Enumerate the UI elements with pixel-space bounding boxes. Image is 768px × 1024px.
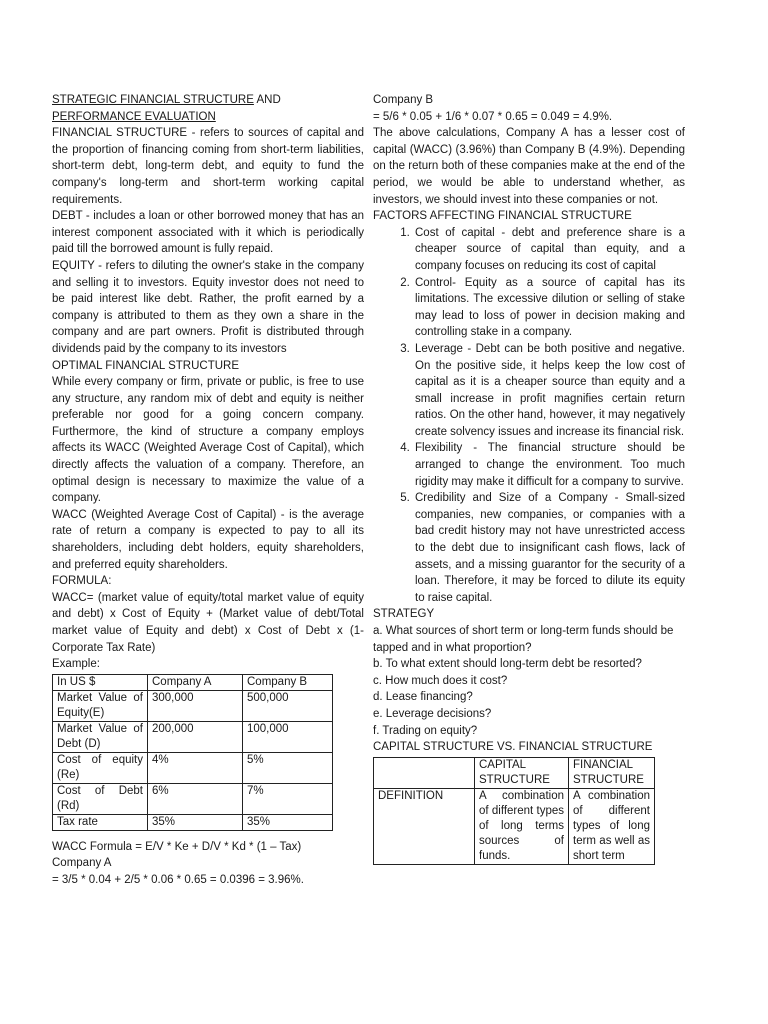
table-cell: Market Value of Equity(E) xyxy=(53,690,148,721)
table-cell: 5% xyxy=(243,752,333,783)
table-cell: Company B xyxy=(243,674,333,690)
table-cell: 35% xyxy=(243,814,333,830)
right-column xyxy=(373,92,685,865)
table-cell: In US $ xyxy=(53,674,148,690)
conclusion-paragraph: The above calculations, Company A has a lesser cost of capital (WACC) (3.96%) than Company B (4.9%). Depending on the return both of these companies make at the end of the period, we would be able to understand whether, as investors, we should invest into these companies or not. xyxy=(373,127,685,206)
list-item: 5. Credibility and Size of a Company - Small-sized companies, new companies, or companies with a bad credit history may not have unrestricted access to the debt due to insignificant cash flows, lack of assets, and a missing guarantor for the security of a loan. Therefore, it may be forced to dilute its equity to raise capital. xyxy=(413,490,685,606)
table-row xyxy=(53,783,333,814)
table-cell: Cost of equity (Re) xyxy=(53,752,148,783)
company-b-label: Company B xyxy=(373,94,434,106)
comparison-table xyxy=(373,757,655,865)
table-cell: 6% xyxy=(148,783,243,814)
list-item: a. What sources of short term or long-term funds should be tapped and in what proportion? xyxy=(373,625,674,654)
list-item: 3. Leverage - Debt can be both positive and negative. On the positive side, it helps keep the low cost of capital as it is a cheaper source than equity and a small increase in profit magnifies certain return ratios. On the other hand, however, it may negatively create solvency issues and increase its financial risk. xyxy=(413,341,685,441)
table-row xyxy=(53,690,333,721)
list-item: 2. Control- Equity as a source of capital has its limitations. The excessive dilution or selling of stake may lead to loss of power in decision making and controlling stake in a company. xyxy=(413,275,685,341)
list-item: f. Trading on equity? xyxy=(373,724,478,737)
table-cell xyxy=(374,757,475,788)
spacer xyxy=(52,831,364,839)
list-item: d. Lease financing? xyxy=(373,691,473,704)
table-cell: A combination of different types of long terms sources of funds. xyxy=(475,788,569,864)
table-cell: DEFINITION xyxy=(374,788,475,864)
table-cell: 7% xyxy=(243,783,333,814)
formula-heading: FORMULA: xyxy=(52,575,112,588)
table-cell: 200,000 xyxy=(148,721,243,752)
factors-list xyxy=(373,225,685,607)
table-cell: Company A xyxy=(148,674,243,690)
example-label: Example: xyxy=(52,658,100,671)
comparison-heading: CAPITAL STRUCTURE VS. FINANCIAL STRUCTURE xyxy=(373,741,653,754)
left-column xyxy=(52,92,364,889)
table-cell: CAPITAL STRUCTURE xyxy=(475,757,569,788)
table-cell: Market Value of Debt (D) xyxy=(53,721,148,752)
financial-structure-paragraph: FINANCIAL STRUCTURE - refers to sources of capital and the proportion of financing coming from short-term liabilities, short-term debt, long-term debt, and equity to fund the company's long-term and short-term working capital requirements. xyxy=(52,127,364,206)
company-b-calculation: = 5/6 * 0.05 + 1/6 * 0.07 * 0.65 = 0.049 = 4.9%. xyxy=(373,110,613,123)
table-cell: Cost of Debt (Rd) xyxy=(53,783,148,814)
list-item: e. Leverage decisions? xyxy=(373,707,492,720)
table-row xyxy=(53,814,333,830)
wacc-definition: WACC (Weighted Average Cost of Capital) - is the average rate of return a company is expected to pay to all its shareholders, including debt holders, equity shareholders, and preferred equity shareholders. xyxy=(52,508,364,571)
list-item: 4. Flexibility - The financial structure should be arranged to change the environment. Too much rigidity may make it difficult for a company to survive. xyxy=(413,440,685,490)
list-item: c. How much does it cost? xyxy=(373,674,508,687)
table-row xyxy=(374,788,655,864)
table-row xyxy=(53,752,333,783)
list-item: b. To what extent should long-term debt be resorted? xyxy=(373,658,642,671)
table-cell: 100,000 xyxy=(243,721,333,752)
table-cell: 300,000 xyxy=(148,690,243,721)
strategy-list xyxy=(373,623,685,739)
debt-paragraph: DEBT - includes a loan or other borrowed money that has an interest component associated with it which is periodically paid till the borrowed amount is fully repaid. xyxy=(52,210,364,256)
table-row xyxy=(53,721,333,752)
company-a-calculation: = 3/5 * 0.04 + 2/5 * 0.06 * 0.65 = 0.0396 = 3.96%. xyxy=(52,873,304,886)
equity-paragraph: EQUITY - refers to diluting the owner's stake in the company and selling it to investors. Equity investor does not need to be paid interest like debt. Rather, the profit earned by a company is attributed to them as they own a share in the company and are part owners. Profit is distributed through dividends paid by the company to its investors xyxy=(52,259,364,355)
table-cell: 35% xyxy=(148,814,243,830)
table-cell: FINANCIAL STRUCTURE xyxy=(569,757,655,788)
optimal-paragraph: While every company or firm, private or public, is free to use any structure, any random mix of debt and equity is neither preferable nor good for a going concern company. Furthermore, the kind of structure a company employs affects its WACC (Weighted Average Cost of Capital), which directly affects the valuation of a company. Therefore, an optimal design is necessary to maximize the value of a company. xyxy=(52,376,364,505)
example-table xyxy=(52,674,333,831)
table-header-row xyxy=(374,757,655,788)
table-cell: 500,000 xyxy=(243,690,333,721)
optimal-heading: OPTIMAL FINANCIAL STRUCTURE xyxy=(52,359,239,372)
table-cell: A combination of different types of long term as well as short term xyxy=(569,788,655,864)
factors-heading: FACTORS AFFECTING FINANCIAL STRUCTURE xyxy=(373,210,632,223)
table-cell: Tax rate xyxy=(53,814,148,830)
list-item: 1. Cost of capital - debt and preference share is a cheaper source of capital than equity, and a company focuses on reducing its cost of capital xyxy=(413,225,685,275)
formula-text: WACC= (market value of equity/total market value of equity and debt) x Cost of Equity + (Market value of debt/Total market value of Equity and debt) x Cost of Debt x (1- Corporate Tax Rate) xyxy=(52,591,364,654)
table-header-row xyxy=(53,674,333,690)
company-a-label: Company A xyxy=(52,857,112,870)
document-title-line2: PERFORMANCE EVALUATION xyxy=(52,110,216,123)
table-cell: 4% xyxy=(148,752,243,783)
wacc-formula: WACC Formula = E/V * Ke + D/V * Kd * (1 – Tax) xyxy=(52,840,302,853)
strategy-heading: STRATEGY xyxy=(373,608,435,621)
document-title: STRATEGIC FINANCIAL STRUCTURE AND xyxy=(52,94,281,106)
